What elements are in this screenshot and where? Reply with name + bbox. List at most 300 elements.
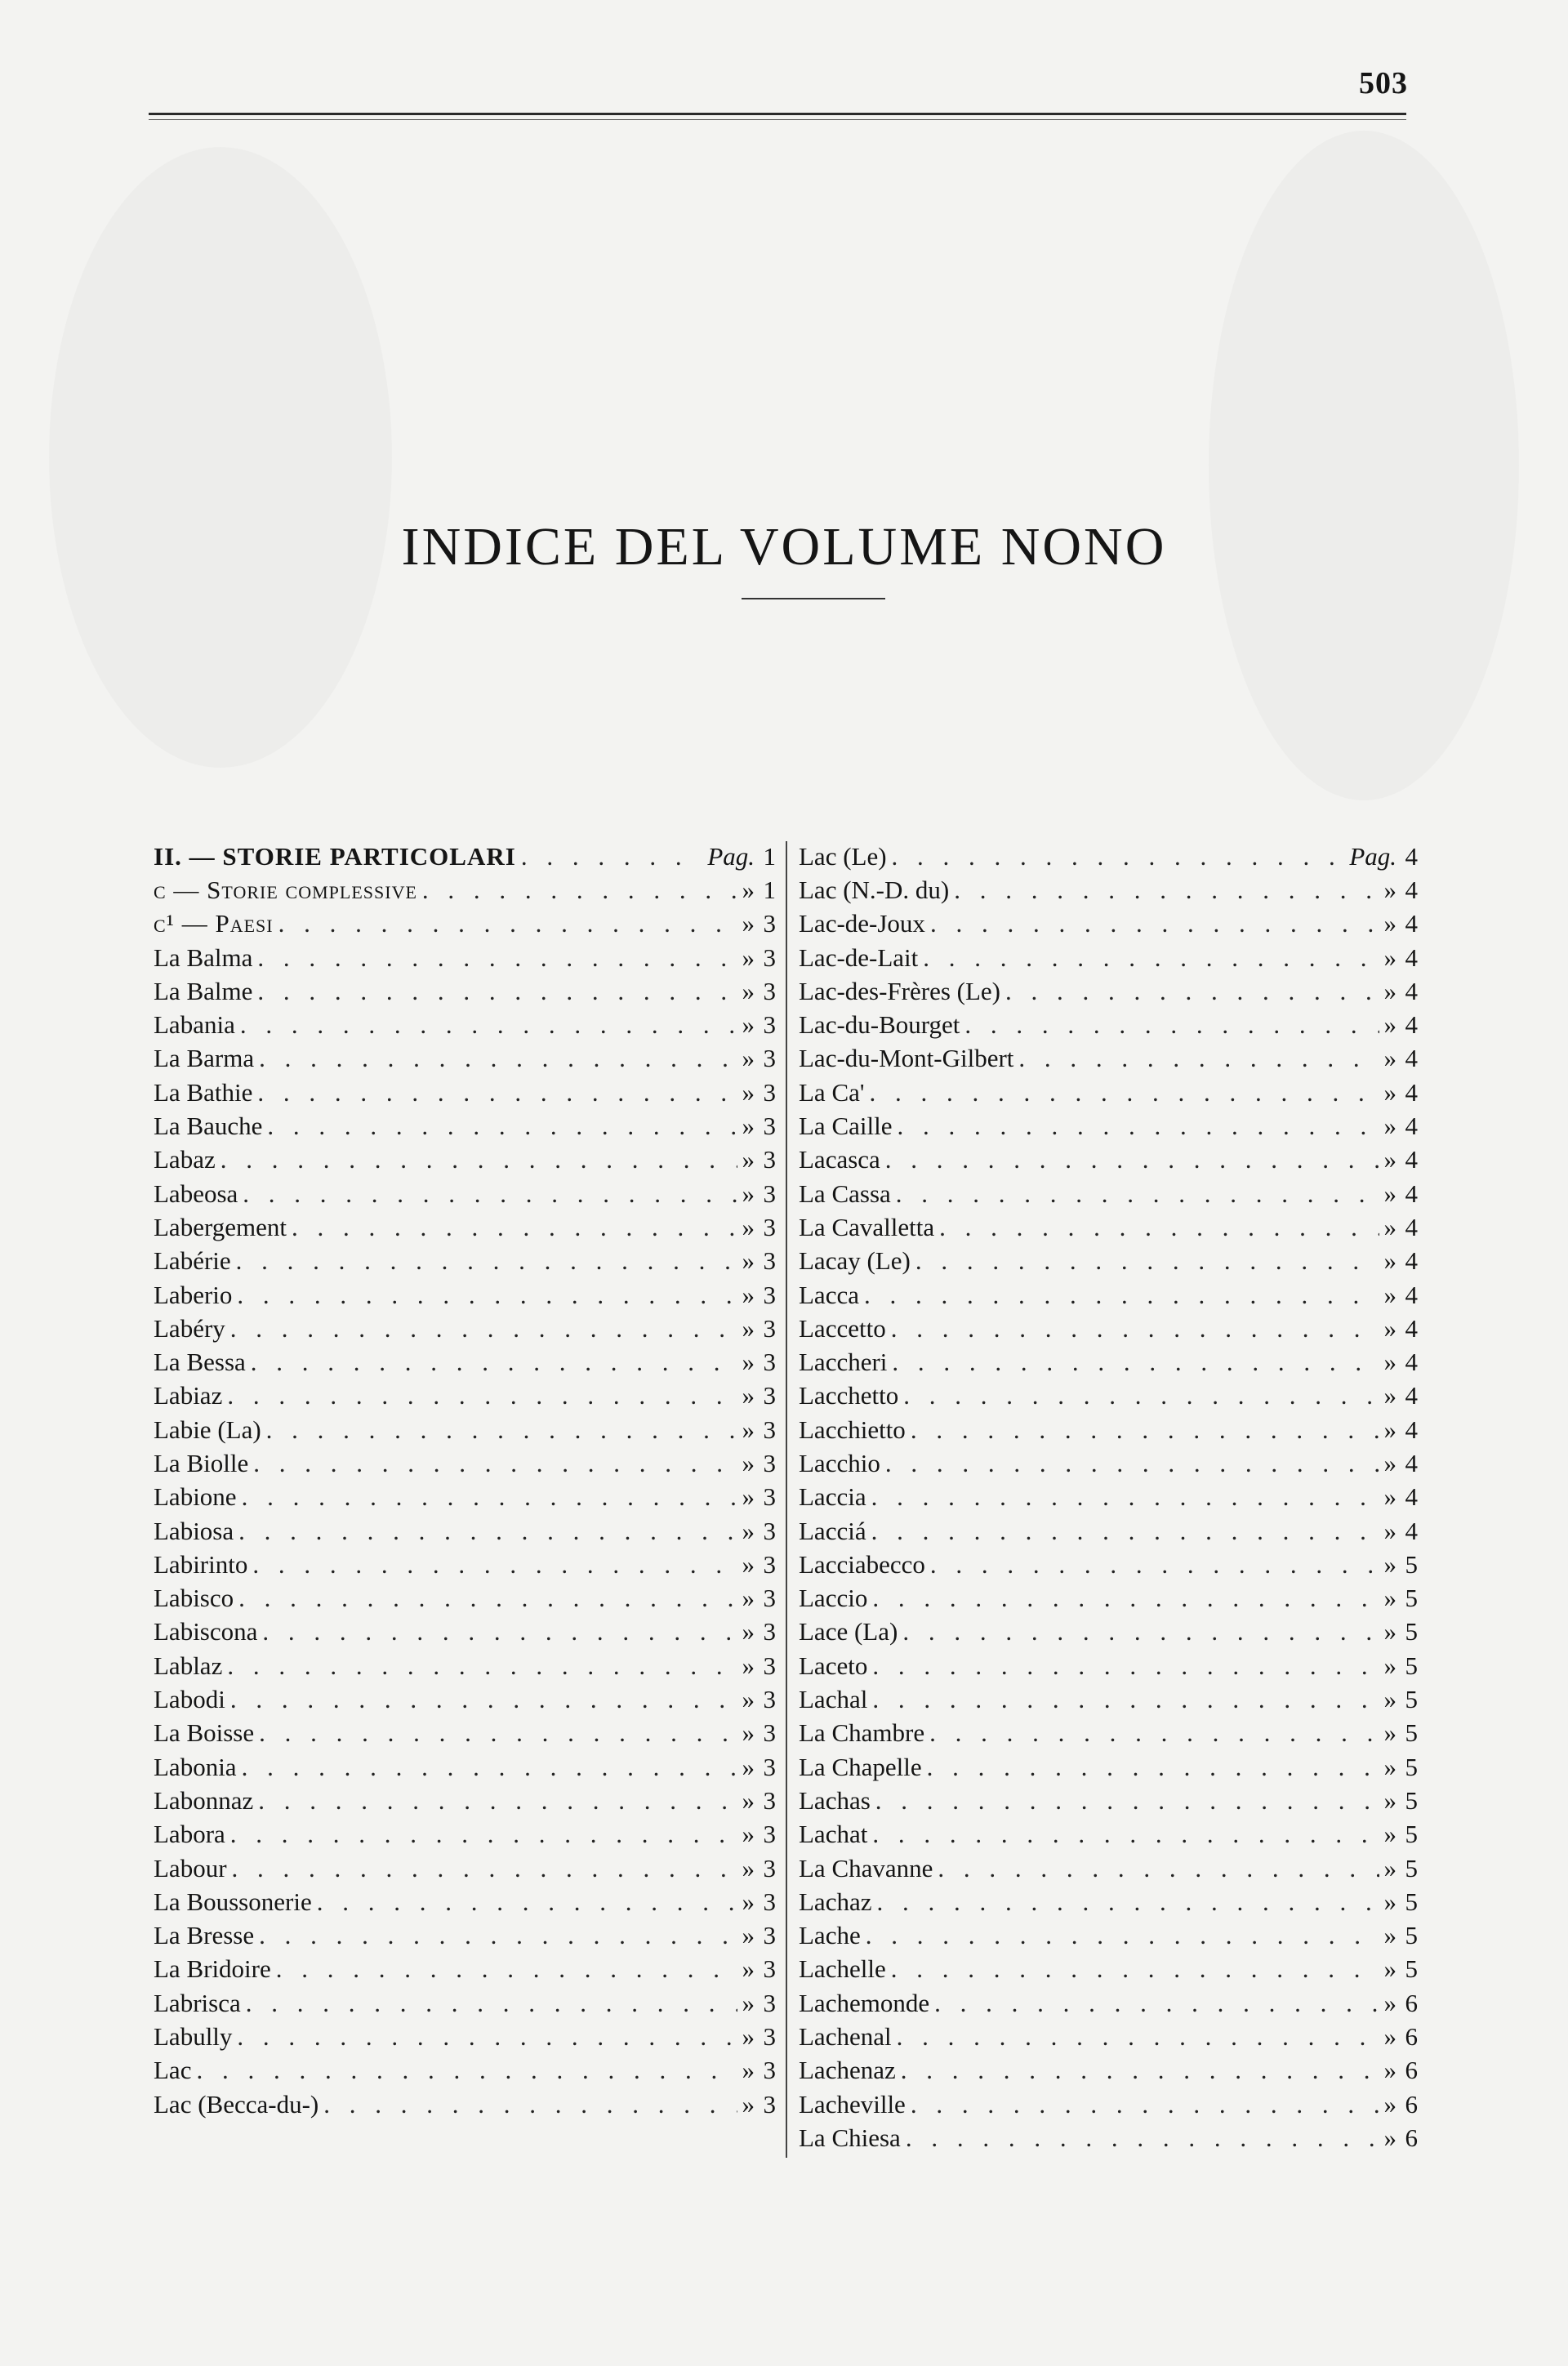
index-entry: [799, 974, 1418, 1008]
index-entry-name: La Biolle: [154, 1448, 249, 1477]
index-entry: [799, 2121, 1418, 2154]
index-entry: [154, 1582, 776, 1615]
index-entry: [799, 1818, 1418, 1851]
page-separator: »: [742, 1415, 755, 1444]
page-separator: »: [742, 2089, 755, 2119]
page-ref: 3: [763, 1448, 776, 1477]
index-entry: [799, 1682, 1418, 1716]
dot-leader: [227, 1651, 737, 1681]
index-entry: [799, 1446, 1418, 1480]
index-entry: [799, 1750, 1418, 1784]
page-ref: 3: [763, 1651, 776, 1680]
index-entry: [154, 1245, 776, 1278]
index-entry: [154, 1818, 776, 1851]
page-ref: 6: [1405, 2022, 1418, 2052]
page-ref: 6: [1405, 2056, 1418, 2085]
page-separator: »: [1383, 1718, 1396, 1748]
index-entry-name: Labora: [154, 1820, 225, 1849]
page-ref: 4: [1405, 1246, 1418, 1276]
index-entry-ref: [737, 909, 777, 938]
page-ref: 3: [763, 1954, 776, 1984]
dot-leader: [871, 1482, 1379, 1512]
index-entry-name: Labergement: [154, 1212, 287, 1241]
index-entry: [799, 2020, 1418, 2053]
dot-leader: [906, 2123, 1379, 2153]
page-separator: »: [1383, 909, 1396, 938]
page-separator: »: [1383, 1516, 1396, 1545]
index-entry: [154, 1885, 776, 1918]
index-entry-ref: [1379, 1078, 1419, 1107]
index-entry-ref: [737, 1482, 777, 1512]
index-entry-ref: [1379, 1381, 1419, 1410]
index-entry-name: La Bessa: [154, 1348, 246, 1377]
dot-leader: [251, 1348, 737, 1377]
page-ref: 3: [763, 1348, 776, 1377]
page-ref: 3: [763, 2022, 776, 2052]
page-separator: »: [742, 1077, 755, 1107]
page-ref: 4: [1405, 1448, 1418, 1477]
index-entry: [154, 1717, 776, 1750]
index-entry: [154, 1076, 776, 1109]
index-entry-ref: [737, 1145, 777, 1174]
page-separator: »: [1383, 1988, 1396, 2017]
page-separator: »: [742, 1549, 755, 1579]
index-entry-name: Lacchietto: [799, 1415, 906, 1444]
dot-leader: [871, 1517, 1379, 1546]
index-entry-ref: [1379, 1482, 1419, 1512]
dot-leader: [257, 943, 737, 973]
dot-leader: [257, 1078, 737, 1107]
index-entry: [799, 1481, 1418, 1514]
header-rule-thin: [149, 119, 1406, 120]
page-ref: 4: [1405, 1482, 1418, 1512]
index-entry: [799, 1514, 1418, 1548]
dot-leader: [902, 1617, 1379, 1646]
page-separator: »: [1383, 1381, 1396, 1410]
index-entry-name: Lachas: [799, 1785, 871, 1815]
index-entry: [799, 1615, 1418, 1649]
page-separator: »: [742, 976, 755, 1005]
index-entry: [799, 941, 1418, 974]
index-entry-ref: [1379, 1617, 1419, 1646]
page-separator: »: [1383, 1887, 1396, 1916]
index-entry: [799, 1345, 1418, 1379]
page-separator: »: [1383, 976, 1396, 1005]
index-entry-ref: [737, 943, 777, 973]
page-separator: »: [742, 1179, 755, 1208]
dot-leader: [259, 1718, 737, 1748]
index-entry-name: Lac: [154, 2056, 192, 2085]
index-entry: [154, 2088, 776, 2121]
page-ref: 3: [763, 1415, 776, 1444]
index-entry-ref: [702, 842, 776, 871]
dot-leader: [885, 1145, 1379, 1174]
page-ref: 6: [1405, 1988, 1418, 2017]
page-ref: 4: [1405, 1212, 1418, 1241]
page-ref: 3: [763, 1112, 776, 1141]
page-ref: 3: [763, 1584, 776, 1613]
index-entry-name: Lachelle: [799, 1954, 886, 1984]
page-ref: 4: [1405, 1044, 1418, 1073]
page-ref: 4: [1405, 1010, 1418, 1040]
index-entry-ref: [737, 1854, 777, 1883]
page-ref: 3: [763, 1752, 776, 1781]
index-entry: [154, 1312, 776, 1345]
index-entry: [799, 1851, 1418, 1885]
page-ref: 3: [763, 942, 776, 972]
page-separator: »: [742, 909, 755, 938]
index-entry-name: Lacciá: [799, 1516, 866, 1545]
index-entry-ref: [737, 1820, 777, 1849]
index-entry-name: Lac (N.-D. du): [799, 875, 950, 904]
index-entry-name: La Chiesa: [799, 2123, 901, 2152]
index-column-right: [799, 840, 1418, 2155]
index-entry: [154, 1851, 776, 1885]
index-entry-ref: [737, 1685, 777, 1714]
index-entry: [154, 1750, 776, 1784]
index-entry-name: Labie (La): [154, 1415, 261, 1444]
dot-leader: [875, 1786, 1379, 1816]
page-separator: »: [1383, 1313, 1396, 1343]
index-entry-ref: [1379, 1010, 1419, 1040]
dot-leader: [196, 2056, 737, 2085]
index-entry: [154, 1986, 776, 2020]
index-entry: [154, 1379, 776, 1413]
page-separator: »: [1383, 2123, 1396, 2152]
index-entry-ref: [737, 977, 777, 1006]
index-entry: [799, 1649, 1418, 1682]
page-separator: »: [742, 1921, 755, 1950]
index-entry-ref: [1379, 1718, 1419, 1748]
dot-leader: [892, 1348, 1379, 1377]
index-entry-name: Labiscona: [154, 1617, 258, 1646]
index-entry-name: Labione: [154, 1482, 237, 1512]
dot-leader: [872, 1584, 1379, 1613]
index-entry-ref: [737, 1753, 777, 1782]
index-entry: [799, 873, 1418, 907]
paper-stain: [49, 147, 392, 768]
page-separator: »: [742, 1010, 755, 1040]
index-entry-name: Labonnaz: [154, 1785, 254, 1815]
index-entry-name: Labania: [154, 1010, 235, 1040]
page-ref: 5: [1405, 1584, 1418, 1613]
dot-leader: [238, 1584, 737, 1613]
index-entry-name: Labirinto: [154, 1549, 248, 1579]
page-separator: »: [742, 2022, 755, 2052]
page-ref: 3: [763, 2056, 776, 2085]
page-ref: 4: [1405, 1145, 1418, 1174]
index-entry: [154, 1615, 776, 1649]
index-entry-ref: [1379, 1753, 1419, 1782]
index-entry-ref: [1379, 1954, 1419, 1984]
page-ref: 3: [763, 1921, 776, 1950]
dot-leader: [892, 842, 1345, 871]
index-entry-ref: [1379, 2022, 1419, 2052]
page-separator: »: [742, 942, 755, 972]
dot-leader: [220, 1145, 737, 1174]
dot-leader: [864, 1281, 1379, 1310]
index-entry-ref: [1379, 909, 1419, 938]
index-entry: [799, 1548, 1418, 1581]
dot-leader: [230, 1314, 737, 1343]
page-separator: »: [1383, 1077, 1396, 1107]
page-separator: »: [742, 1313, 755, 1343]
index-column-left: [154, 840, 776, 2121]
dot-leader: [872, 1651, 1379, 1681]
page-ref: 6: [1405, 2089, 1418, 2119]
index-entry: [154, 1953, 776, 1986]
index-entry-ref: [737, 1989, 777, 2018]
index-entry-name: Lachenaz: [799, 2056, 896, 2085]
dot-leader: [258, 1786, 737, 1816]
dot-leader: [236, 1246, 737, 1276]
index-entry: [154, 1413, 776, 1446]
page-separator: »: [1383, 1246, 1396, 1276]
index-entry-ref: [1379, 1213, 1419, 1242]
index-entry-ref: [1379, 1651, 1419, 1681]
page-separator: »: [1383, 1752, 1396, 1781]
index-entry-name: Lacchetto: [799, 1381, 899, 1410]
title-rule: [742, 598, 885, 599]
dot-leader: [929, 1718, 1379, 1748]
dot-leader: [230, 1820, 737, 1849]
dot-leader: [869, 1078, 1379, 1107]
dot-leader: [266, 1415, 737, 1445]
page-separator: »: [1383, 1348, 1396, 1377]
dot-leader: [262, 1617, 737, 1646]
page-separator: »: [742, 1651, 755, 1680]
dot-leader: [230, 1685, 737, 1714]
index-entry-ref: [1379, 1820, 1419, 1849]
page-ref: 4: [1405, 1077, 1418, 1107]
index-entry-ref: [1379, 943, 1419, 973]
page-ref: 4: [1405, 1280, 1418, 1309]
page-separator: »: [1383, 1651, 1396, 1680]
index-entry-name: Labérie: [154, 1246, 231, 1276]
page-ref: 3: [763, 1010, 776, 1040]
index-entry-ref: [1379, 1685, 1419, 1714]
dot-leader: [240, 1010, 737, 1040]
dot-leader: [934, 1989, 1379, 2018]
page-ref: 3: [763, 1549, 776, 1579]
page-separator: »: [1383, 2089, 1396, 2119]
page-separator: »: [1383, 1820, 1396, 1849]
index-entry-name: Lachal: [799, 1685, 868, 1714]
page-ref: 5: [1405, 1718, 1418, 1748]
index-entry: [799, 1008, 1418, 1041]
dot-leader: [901, 2056, 1379, 2085]
dot-leader: [876, 1887, 1379, 1917]
dot-leader: [923, 943, 1379, 973]
index-entry-ref: [1379, 1246, 1419, 1276]
page-separator: »: [1383, 1921, 1396, 1950]
index-entry-name: Labiosa: [154, 1516, 234, 1545]
index-entry-name: Labeosa: [154, 1179, 238, 1208]
page-ref: 5: [1405, 1651, 1418, 1680]
index-entry: [154, 873, 776, 907]
index-entry: [799, 1379, 1418, 1413]
dot-leader: [292, 1213, 737, 1242]
dot-leader: [891, 1314, 1379, 1343]
index-entry-name: Lachat: [799, 1820, 868, 1849]
dot-leader: [276, 1954, 737, 1984]
index-entry: [154, 1548, 776, 1581]
index-entry-ref: [737, 1348, 777, 1377]
index-entry-name: La Cavalletta: [799, 1212, 935, 1241]
index-entry: [154, 1481, 776, 1514]
index-entry: [799, 1413, 1418, 1446]
index-entry-name: Labiaz: [154, 1381, 223, 1410]
page-separator: »: [1383, 942, 1396, 972]
page-separator: »: [742, 1145, 755, 1174]
index-entry: [799, 1210, 1418, 1244]
dot-leader: [238, 1517, 737, 1546]
page-separator: »: [742, 1381, 755, 1410]
page-ref: 4: [1405, 1516, 1418, 1545]
page-ref: 3: [763, 1820, 776, 1849]
dot-leader: [930, 909, 1379, 938]
dot-leader: [885, 1449, 1379, 1478]
index-entry: [154, 941, 776, 974]
index-entry-ref: [1379, 2056, 1419, 2085]
index-entry-ref: [1379, 1314, 1419, 1343]
page-separator: »: [1383, 1685, 1396, 1714]
index-entry-ref: [1379, 1550, 1419, 1580]
dot-leader: [246, 1989, 737, 2018]
index-entry: [154, 1177, 776, 1210]
index-entry-name: La Boussonerie: [154, 1887, 312, 1916]
index-entry-ref: [737, 2056, 777, 2085]
dot-leader: [866, 1921, 1379, 1950]
index-entry-ref: [1379, 2123, 1419, 2153]
page-separator: »: [1383, 1617, 1396, 1646]
dot-leader: [259, 1921, 737, 1950]
page-ref: 4: [1405, 1179, 1418, 1208]
page-ref: 3: [763, 1246, 776, 1276]
index-entry-ref: [1379, 876, 1419, 905]
page-ref: 3: [763, 1179, 776, 1208]
page-separator: »: [1383, 1044, 1396, 1073]
index-entry-ref: [737, 1381, 777, 1410]
index-entry-name: II. — STORIE PARTICOLARI: [154, 841, 516, 871]
index-entry: [799, 1042, 1418, 1076]
page-separator: Pag.: [1349, 841, 1396, 871]
page-separator: »: [742, 1482, 755, 1512]
index-entry: [154, 1919, 776, 1953]
page-ref: 3: [763, 1685, 776, 1714]
index-entry-name: Laccio: [799, 1584, 868, 1613]
dot-leader: [930, 1550, 1379, 1580]
index-entry-name: La Chavanne: [799, 1853, 933, 1883]
page-ref: 5: [1405, 1617, 1418, 1646]
index-entry-name: Labour: [154, 1853, 227, 1883]
index-entry-name: Labrisca: [154, 1988, 241, 2017]
index-entry-ref: [1379, 1786, 1419, 1816]
index-entry-name: La Balme: [154, 976, 253, 1005]
page-separator: »: [1383, 1280, 1396, 1309]
index-entry: [799, 1919, 1418, 1953]
index-entry-ref: [737, 2022, 777, 2052]
index-entry-name: Labodi: [154, 1685, 225, 1714]
index-entry: [154, 1008, 776, 1041]
index-entry-name: Lablaz: [154, 1651, 223, 1680]
index-entry-ref: [737, 1010, 777, 1040]
index-entry: [154, 1345, 776, 1379]
index-entry-ref: [1379, 2090, 1419, 2119]
index-entry: [799, 840, 1418, 873]
page-separator: »: [742, 875, 755, 904]
page-separator: »: [1383, 1549, 1396, 1579]
index-entry-ref: [737, 1921, 777, 1950]
index-entry-name: Laccheri: [799, 1348, 888, 1377]
index-entry-name: Labaz: [154, 1145, 216, 1174]
page-ref: 3: [763, 1381, 776, 1410]
index-entry-ref: [1379, 1044, 1419, 1073]
index-entry-ref: [1379, 1584, 1419, 1613]
page-ref: 3: [763, 1516, 776, 1545]
dot-leader: [903, 1381, 1379, 1410]
index-entry: [154, 1210, 776, 1244]
page-separator: »: [1383, 1482, 1396, 1512]
index-entry-ref: [1379, 1281, 1419, 1310]
index-entry-name: La Barma: [154, 1044, 255, 1073]
index-entry-name: Lacca: [799, 1280, 859, 1309]
index-entry-name: c — Storie complessive: [154, 875, 417, 904]
page-ref: 3: [763, 2089, 776, 2119]
index-entry: [154, 1143, 776, 1177]
index-entry-name: Lac-de-Lait: [799, 942, 919, 972]
page-ref: 4: [1405, 875, 1418, 904]
index-entry: [799, 1986, 1418, 2020]
index-entry-ref: [737, 1449, 777, 1478]
index-entry-name: La Bresse: [154, 1921, 255, 1950]
page-ref: 5: [1405, 1549, 1418, 1579]
page-ref: 3: [763, 1313, 776, 1343]
index-entry: [154, 840, 776, 873]
index-entry-ref: [1379, 1989, 1419, 2018]
index-entry-ref: [737, 1718, 777, 1748]
index-entry-name: Lac-du-Mont-Gilbert: [799, 1044, 1014, 1073]
page-separator: »: [1383, 2022, 1396, 2052]
index-entry-name: Laccetto: [799, 1313, 886, 1343]
index-entry-ref: [737, 1044, 777, 1073]
index-entry-name: Laceto: [799, 1651, 868, 1680]
page-ref: 3: [763, 976, 776, 1005]
index-entry-name: La Chambre: [799, 1718, 925, 1748]
page-separator: »: [742, 2056, 755, 2085]
index-entry-ref: [1379, 1179, 1419, 1209]
page-separator: »: [742, 1246, 755, 1276]
dot-leader: [253, 1449, 737, 1478]
page-separator: »: [742, 1820, 755, 1849]
index-entry-ref: [1379, 1145, 1419, 1174]
paper-stain: [1209, 131, 1519, 800]
index-entry-name: Lacay (Le): [799, 1246, 911, 1276]
page-separator: »: [742, 1448, 755, 1477]
page-ref: 1: [763, 841, 776, 871]
index-entry: [154, 1446, 776, 1480]
dot-leader: [939, 1213, 1379, 1242]
page-separator: »: [1383, 1010, 1396, 1040]
page-ref: 4: [1405, 1381, 1418, 1410]
page-separator: »: [742, 1516, 755, 1545]
index-entry-name: La Bathie: [154, 1077, 253, 1107]
index-entry: [154, 1278, 776, 1312]
index-entry-ref: [1379, 1921, 1419, 1950]
index-entry-ref: [737, 1887, 777, 1917]
page-separator: »: [1383, 1448, 1396, 1477]
page-separator: »: [742, 1988, 755, 2017]
